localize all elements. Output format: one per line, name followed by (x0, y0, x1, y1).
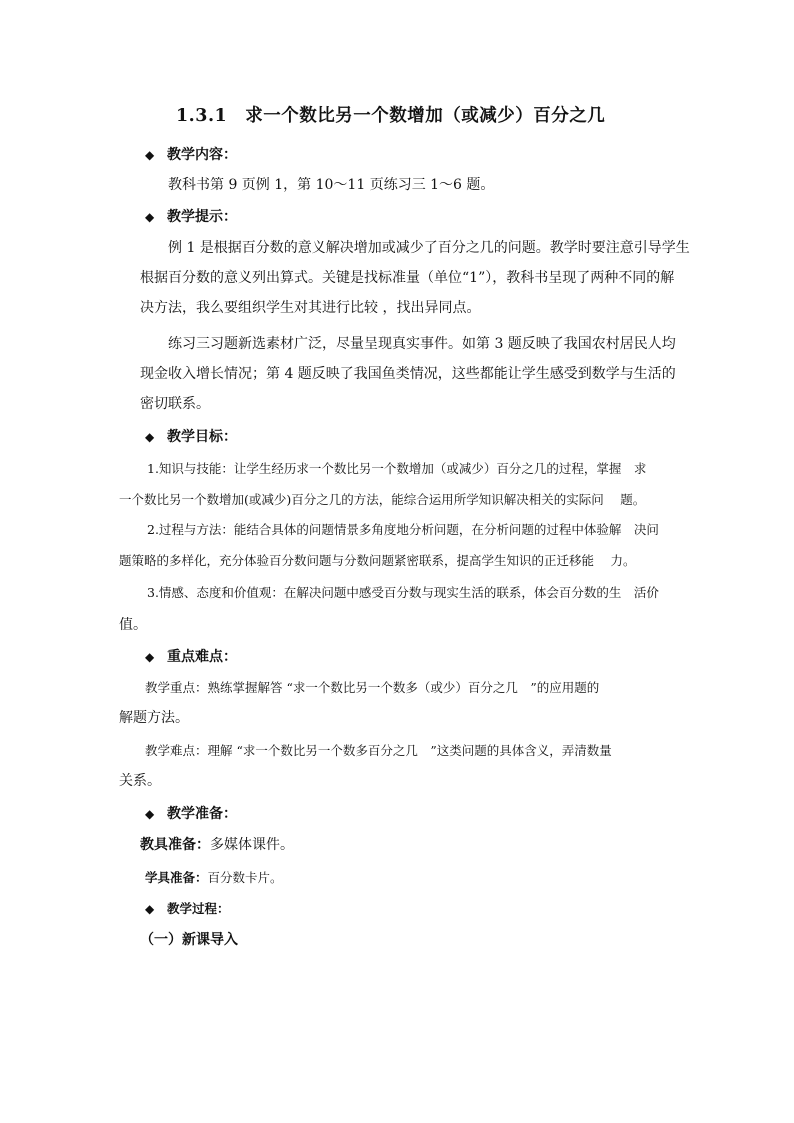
document-title: 1.3.1 求一个数比另一个数增加（或减少）百分之几 (176, 106, 606, 126)
goal-3-line: 值。 (119, 617, 147, 633)
teacher-prep-text: 多媒体课件。 (210, 837, 294, 853)
bullet-icon: ◆ (145, 807, 155, 821)
student-prep (145, 868, 283, 888)
teacher-prep-label: 教具准备： (140, 837, 210, 853)
process-subheading: （一）新课导入 (140, 932, 238, 948)
hints-p2-line: 现金收入增长情况；第 4 题反映了我国鱼类情况，这些都能让学生感受到数学与生活的 (140, 366, 676, 382)
hints-p1-line: 例 1 是根据百分数的意义解决增加或减少了百分之几的问题。教学时要注意引导学生 (168, 240, 690, 256)
section-heading-key-points: 重点难点： (167, 649, 237, 665)
focus-line: 解题方法。 (119, 710, 189, 726)
section-heading-process: 教学过程： (167, 901, 230, 916)
goal-1-line: 1.知识与技能：让学生经历求一个数比另一个数增加（或减少）百分之几的过程，掌握 求 (147, 461, 647, 476)
bullet-icon: ◆ (145, 430, 155, 444)
goal-2-line: 2.过程与方法：能结合具体的问题情景多角度地分析问题，在分析问题的过程中体验解 决问 (147, 522, 659, 537)
section-heading-goals: 教学目标： (167, 429, 237, 445)
hints-p2-line: 密切联系。 (140, 396, 210, 412)
bullet-icon: ◆ (145, 210, 155, 224)
student-prep-text: 百分数卡片。 (207, 870, 283, 885)
bullet-icon: ◆ (145, 148, 155, 162)
hints-p2-line: 练习三习题新选素材广泛，尽量呈现真实事件。如第 3 题反映了我国农村居民人均 (168, 336, 676, 352)
hints-p1-line: 根据百分数的意义列出算式。关键是找标准量（单位“1”），教科书呈现了两种不同的解 (140, 270, 675, 286)
content-text: 教科书第 9 页例 1，第 10～11 页练习三 1～6 题。 (168, 177, 495, 193)
goal-2-line: 题策略的多样化，充分体验百分数问题与分数问题紧密联系，提高学生知识的正迁移能 力。 (119, 553, 636, 568)
bullet-icon: ◆ (145, 650, 155, 664)
goal-3-line: 3.情感、态度和价值观：在解决问题中感受百分数与现实生活的联系，体会百分数的生 活价 (147, 585, 659, 600)
section-heading-content: 教学内容： (167, 147, 237, 163)
teacher-prep (140, 835, 294, 855)
goal-1-line: 一个数比另一个数增加(或减少)百分之几的方法，能综合运用所学知识解决相关的实际问 题。 (119, 492, 646, 507)
section-heading-preparation: 教学准备： (167, 806, 237, 822)
focus-line: 教学重点：熟练掌握解答 “求一个数比另一个数多（或少）百分之几 ”的应用题的 (145, 680, 600, 695)
section-heading-hints: 教学提示： (167, 209, 237, 225)
hints-p1-line: 决方法，我么要组织学生对其进行比较 ，找出异同点。 (140, 300, 481, 316)
bullet-icon: ◆ (145, 902, 155, 916)
difficulty-line: 关系。 (119, 773, 161, 789)
difficulty-line: 教学难点：理解 “求一个数比另一个数多百分之几 ”这类问题的具体含义，弄清数量 (145, 743, 612, 758)
student-prep-label: 学具准备： (145, 870, 208, 885)
